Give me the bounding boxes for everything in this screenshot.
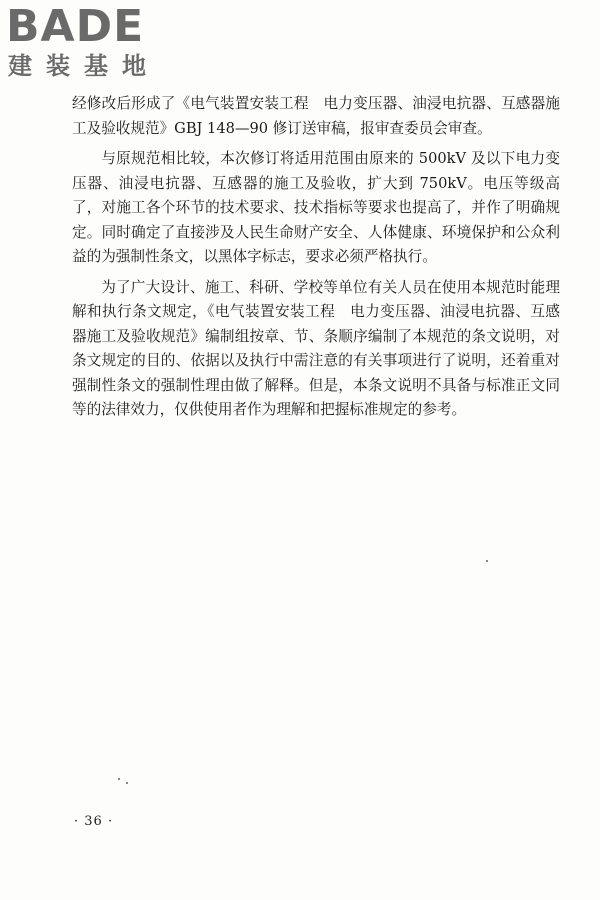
logo-english-text: BADE [6, 1, 145, 52]
scan-speck [486, 560, 488, 562]
scan-speck [118, 778, 120, 780]
bade-logo [6, 1, 174, 84]
scan-speck [126, 782, 128, 784]
paragraph-comparison: 与原规范相比较，本次修订将适用范围由原来的 500kV 及以下电力变压器、油浸电抗器、互感器的施工及验收，扩大到 750kV。电压等级高了，对施工各个环节的技术要求、技术指标等要求也提高了，并作了明确规定。同时确定了直接涉及人民生命财产安全、人体健康、环境保护和公众利益的为强制性条文，以黑体字标志，要求必须严格执行。 [72, 150, 560, 265]
logo-chinese-text: 建装基地 [8, 52, 160, 80]
body-text [72, 92, 560, 429]
paragraph-continuation: 经修改后形成了《电气装置安装工程 电力变压器、油浸电抗器、互感器施工及验收规范》GBJ 148—90 修订送审稿，报审查委员会审查。 [72, 95, 560, 137]
page-number: · 36 · [74, 814, 114, 829]
paragraph-explanation: 为了广大设计、施工、科研、学校等单位有关人员在使用本规范时能理解和执行条文规定，《电气装置安装工程 电力变压器、油浸电抗器、互感器施工及验收规范》编制组按章、节、条顺序编制了本规范的条文说明，对条文规定的目的、依据以及执行中需注意的有关事项进行了说明，还着重对强制性条文的强制性理由做了解释。但是，本条文说明不具备与标准正文同等的法律效力，仅供使用者作为理解和把握标准规定的参考。 [72, 278, 560, 418]
